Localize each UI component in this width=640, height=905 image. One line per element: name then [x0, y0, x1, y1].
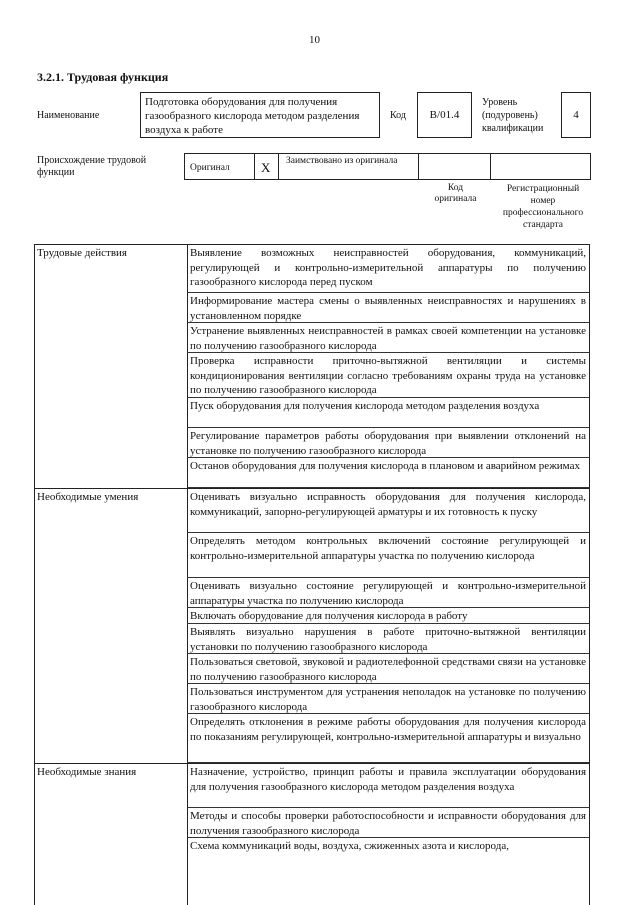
origin-label: Происхождение трудовой функции: [37, 155, 147, 178]
name-value-box: [140, 92, 380, 138]
level-value: 4: [573, 109, 579, 121]
function-name: Подготовка оборудования для получения газообразного кислорода методом разделения воздуха к работе: [145, 96, 360, 136]
table-row: Оценивать визуально исправность оборудования для получения кислорода, коммуникаций, запорно-регулирующей арматуры и их готовность к пуску: [187, 489, 589, 533]
registration-caption: Регистрационный номер профессионального стандарта: [502, 184, 584, 230]
section-heading: 3.2.1. Трудовая функция: [37, 70, 169, 84]
table-row: Схема коммуникаций воды, воздуха, сжиженных азота и кислорода,: [190, 840, 509, 852]
code-value: B/01.4: [429, 109, 460, 121]
table-row: Пуск оборудования для получения кислорода методом разделения воздуха: [187, 398, 589, 428]
table-left-border: [34, 244, 35, 905]
table-row: Останов оборудования для получения кислорода в плановом и аварийном режимах: [187, 458, 589, 488]
code-caption: Код оригинала: [434, 183, 477, 204]
borrowed-label: Заимствовано из оригинала: [286, 156, 398, 166]
table-row: Определять методом контрольных включений состояние регулирующей и контрольно-измерительной аппаратуры участка по получению кислорода: [187, 533, 589, 578]
table-row: Пользоваться инструментом для устранения неполадок на установке по получению газообразного кислорода: [187, 684, 589, 714]
original-label: Оригинал: [190, 163, 230, 173]
table-row: Проверка исправности приточно-вытяжной вентиляции и системы кондиционирования вентиляции согласно требованиям охраны труда на установке по получению газообразного кислорода: [187, 353, 589, 398]
section-label-knowledge: Необходимые знания: [37, 766, 137, 778]
name-label: Наименование: [37, 110, 100, 121]
table-row: Устранение выявленных неисправностей в рамках своей компетенции на установке по получению газообразного кислорода: [187, 323, 589, 353]
table-row: Информирование мастера смены о выявленных неисправностях и нарушениях в установленном порядке: [187, 293, 589, 323]
code-label: Код: [390, 110, 406, 121]
table-row: Пользоваться световой, звуковой и радиотелефонной средствами связи на установке по получению газообразного кислорода: [187, 654, 589, 684]
table-row: Назначение, устройство, принцип работы и правила эксплуатации оборудования для получения газообразного кислорода методом разделения воздуха: [187, 764, 589, 808]
code-value-box: [417, 92, 472, 138]
original-mark: X: [261, 160, 271, 175]
table-right-border: [589, 244, 590, 905]
section-label-actions: Трудовые действия: [37, 247, 127, 259]
table-row: Регулирование параметров работы оборудования при выявлении отклонений на установке по получению газообразного кислорода: [187, 428, 589, 458]
page-number: 10: [309, 34, 320, 46]
table-row: Включать оборудование для получения кислорода в работу: [187, 608, 589, 624]
table-row: Выявление возможных неисправностей оборудования, коммуникаций, регулирующей и контрольно-измерительной аппаратуры по получению газообразного кислорода перед пуском: [187, 245, 589, 293]
level-value-box: [561, 92, 591, 138]
table-row: Определять отклонения в режиме работы оборудования для получения кислорода по показаниям регулирующей, контрольно-измерительной аппаратуры и визуально: [187, 714, 589, 763]
table-row: Методы и способы проверки работоспособности и исправности оборудования для получения газообразного кислорода: [187, 808, 589, 838]
table-row: Оценивать визуально состояние регулирующей и контрольно-измерительной аппаратуры участка по получению кислорода: [187, 578, 589, 608]
table-row: Выявлять визуально нарушения в работе приточно-вытяжной вентиляции установки по получению газообразного кислорода: [187, 624, 589, 654]
level-label: Уровень (подуровень) квалификации: [482, 97, 544, 134]
section-label-skills: Необходимые умения: [37, 491, 139, 503]
